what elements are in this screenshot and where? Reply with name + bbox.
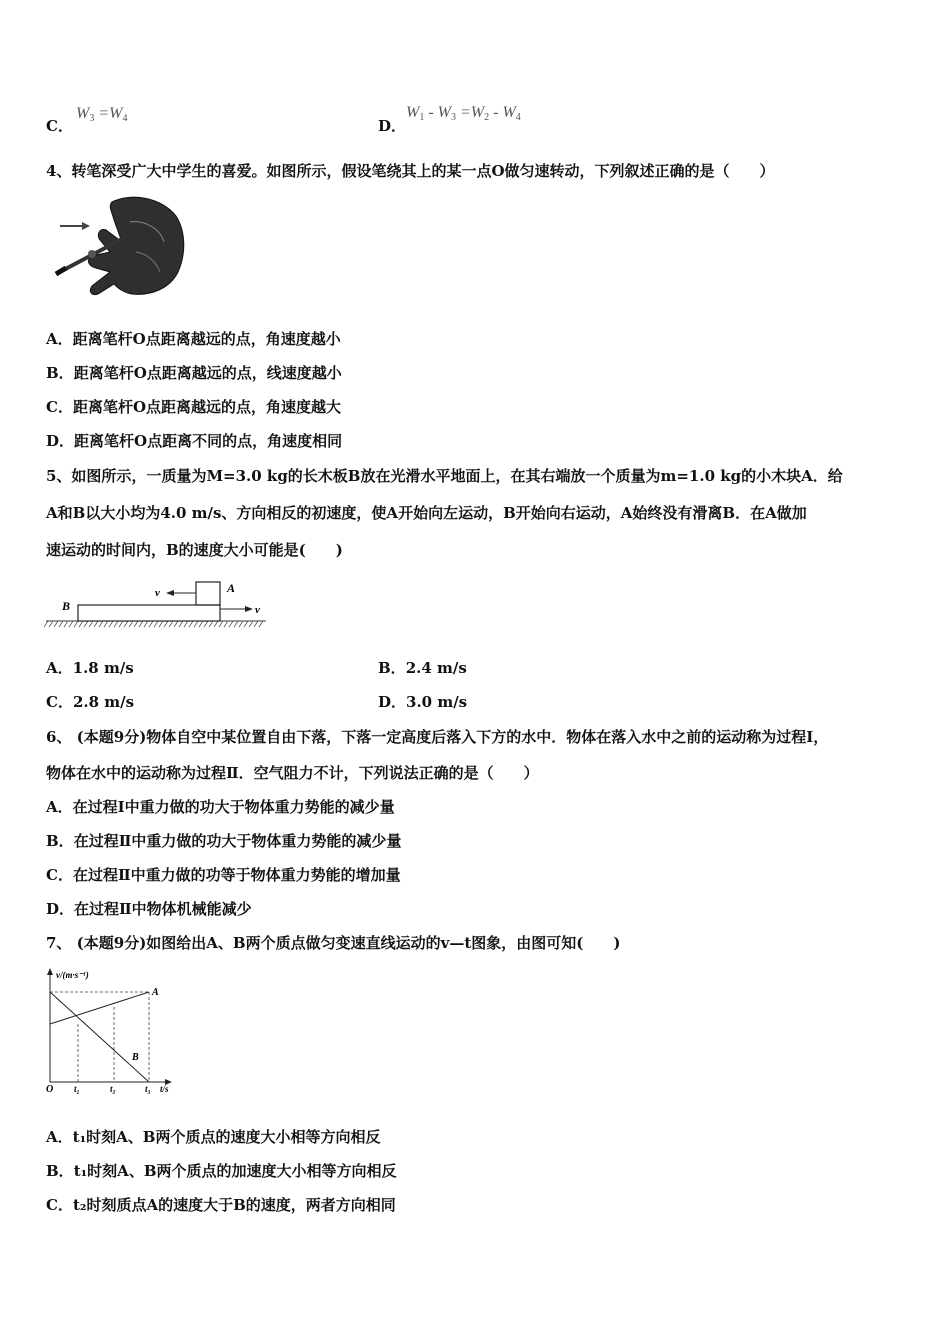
option-text: t₁时刻A、B两个质点的速度大小相等方向相反	[72, 1128, 381, 1146]
q6-stem-line-1: 6、 (本题9分)物体自空中某位置自由下落，下落一定高度后落入下方的水中．物体在落入水中之前的运动称为过程Ⅰ，	[46, 728, 829, 746]
option-label: C．	[46, 398, 73, 416]
option-text: 在过程Ⅰ中重力做的功大于物体重力势能的减少量	[72, 798, 395, 816]
q4-option-d[interactable]	[46, 431, 342, 451]
ground-hatch-mark	[224, 621, 228, 627]
ground-hatch-mark	[159, 621, 163, 627]
ground-hatch-mark	[249, 621, 253, 627]
board-block-diagram	[44, 574, 270, 632]
q7-option-c[interactable]	[46, 1195, 396, 1215]
option-text: 距离笔杆O点距离越远的点，角速度越小	[72, 330, 341, 348]
ground-hatch-mark	[124, 621, 128, 627]
option-text: t₂时刻质点A的速度大于B的速度，两者方向相同	[72, 1196, 396, 1214]
ground-hatch-mark	[239, 621, 243, 627]
ground-hatch-mark	[109, 621, 113, 627]
ground-hatch-mark	[139, 621, 143, 627]
option-label: C．	[46, 693, 73, 711]
option-label: D．	[378, 117, 407, 135]
q6-option-a[interactable]	[46, 797, 395, 817]
q5-option-b[interactable]	[378, 658, 467, 678]
tick-t3: t₃	[145, 1084, 151, 1094]
option-label: A．	[46, 330, 73, 348]
option-label: B．	[46, 364, 74, 382]
option-label: B．	[46, 832, 74, 850]
q4-option-c[interactable]	[46, 397, 341, 417]
q6-option-b[interactable]	[46, 831, 401, 851]
ground-hatch-mark	[154, 621, 158, 627]
option-text: 距离笔杆O点距离越远的点，角速度越大	[72, 398, 342, 416]
option-text: 3.0 m/s	[406, 693, 468, 711]
ground-hatch-mark	[214, 621, 218, 627]
label-v-left: v	[155, 587, 160, 599]
ground-hatch-mark	[194, 621, 198, 627]
q5-stem-line-2: A和B以大小均为4.0 m/s、方向相反的初速度，使A开始向左运动，B开始向右运动，A始终没有滑离B．在A做加	[46, 504, 807, 522]
ground-hatch-mark	[74, 621, 78, 627]
option-text: 1.8 m/s	[72, 659, 134, 677]
ground-hatch-mark	[189, 621, 193, 627]
option-text: 在过程Ⅱ中重力做的功等于物体重力势能的增加量	[72, 866, 401, 884]
ground-hatch-mark	[99, 621, 103, 627]
ground-hatch-mark	[119, 621, 123, 627]
board-b	[78, 605, 220, 621]
option-label: D．	[378, 693, 407, 711]
ground-hatch-mark	[84, 621, 88, 627]
q5-option-c[interactable]	[46, 692, 134, 712]
option-d-row	[378, 116, 406, 136]
line-b	[50, 992, 149, 1082]
option-label: A．	[46, 1128, 73, 1146]
tick-t2: t₂	[110, 1084, 116, 1094]
ground-hatch-mark	[174, 621, 178, 627]
ground-hatch-mark	[49, 621, 53, 627]
ground-hatch-mark	[134, 621, 138, 627]
option-text: 2.4 m/s	[405, 659, 467, 677]
q4-option-a[interactable]	[46, 329, 341, 349]
label-line-b: B	[132, 1052, 139, 1063]
ground-hatch-mark	[69, 621, 73, 627]
option-text: 在过程Ⅱ中物体机械能减少	[74, 900, 252, 918]
q4-option-b[interactable]	[46, 363, 342, 383]
label-line-a: A	[152, 987, 159, 998]
x-axis-label: t/s	[160, 1084, 169, 1094]
ground-hatch-mark	[144, 621, 148, 627]
q5-option-d[interactable]	[378, 692, 467, 712]
ground-hatch-mark	[259, 621, 263, 627]
ground-hatch-mark	[254, 621, 258, 627]
q7-option-a[interactable]	[46, 1127, 380, 1147]
option-label: A．	[46, 798, 73, 816]
option-label: D．	[46, 900, 75, 918]
ground-hatch-mark	[64, 621, 68, 627]
ground-hatch-mark	[184, 621, 188, 627]
q6-stem-line-2: 物体在水中的运动称为过程Ⅱ．空气阻力不计，下列说法正确的是（ ）	[46, 764, 539, 782]
ground-hatch-mark	[79, 621, 83, 627]
option-text: 距离笔杆O点距离越远的点，线速度越小	[73, 364, 342, 382]
option-label: B．	[46, 1162, 74, 1180]
q6-option-c[interactable]	[46, 865, 401, 885]
label-a: A	[227, 581, 236, 595]
y-axis-arrow	[47, 968, 53, 975]
ground-hatch-mark	[164, 621, 168, 627]
block-a	[196, 582, 220, 605]
option-text: 距离笔杆O点距离不同的点，角速度相同	[74, 432, 343, 450]
formula-w-differences: $W_1 - W_3 =W_2 - W_4$	[406, 104, 521, 123]
option-label: C．	[46, 1196, 73, 1214]
ground-hatch-mark	[149, 621, 153, 627]
origin-label: O	[46, 1084, 54, 1095]
q5-stem-line-1: 5、如图所示，一质量为M=3.0 kg的长木板B放在光滑水平地面上，在其右端放一个质量为m=1.0 kg的小木块A．给	[46, 467, 843, 485]
ground-hatch-mark	[229, 621, 233, 627]
ground-hatch-mark	[54, 621, 58, 627]
ground-hatch-mark	[114, 621, 118, 627]
q5-stem-line-3: 速运动的时间内，B的速度大小可能是( )	[46, 541, 343, 559]
q7-option-b[interactable]	[46, 1161, 397, 1181]
option-label: B．	[378, 659, 406, 677]
ground-hatch-mark	[89, 621, 93, 627]
ground-hatch-mark	[199, 621, 203, 627]
q5-option-a[interactable]	[46, 658, 134, 678]
label-b: B	[62, 599, 71, 613]
option-text: 在过程Ⅱ中重力做的功大于物体重力势能的减少量	[73, 832, 402, 850]
pen-spinning-hand-image	[52, 192, 188, 302]
ground-hatch-mark	[179, 621, 183, 627]
option-label: C．	[46, 117, 73, 135]
ground-hatch-mark	[59, 621, 63, 627]
ground-hatch-mark	[104, 621, 108, 627]
y-axis-label: v/(m·s⁻¹)	[56, 970, 89, 980]
tick-t1: t₁	[74, 1084, 80, 1094]
ground-hatch-mark	[209, 621, 213, 627]
ground-hatch-mark	[129, 621, 133, 627]
option-text: t₁时刻A、B两个质点的加速度大小相等方向相反	[73, 1162, 397, 1180]
formula-w3-equals-w4: $W_3 =W_4$	[76, 105, 128, 124]
ground-hatch-mark	[244, 621, 248, 627]
ground-hatch-mark	[234, 621, 238, 627]
q4-stem: 4、转笔深受广大中学生的喜爱。如图所示，假设笔绕其上的某一点O做匀速转动，下列叙述正确的是（ ）	[46, 162, 775, 180]
label-v-right: v	[255, 604, 260, 616]
ground-hatch-mark	[204, 621, 208, 627]
ground-hatch-mark	[169, 621, 173, 627]
option-label: C．	[46, 866, 73, 884]
q7-stem: 7、 (本题9分)如图给出A、B两个质点做匀变速直线运动的v—t图象，由图可知( )	[46, 934, 621, 952]
option-text: 2.8 m/s	[72, 693, 135, 711]
line-a	[50, 992, 149, 1024]
q6-option-d[interactable]	[46, 899, 252, 919]
option-label: D．	[46, 432, 75, 450]
ground-hatch-mark	[219, 621, 223, 627]
option-label: A．	[46, 659, 73, 677]
ground-hatch-mark	[94, 621, 98, 627]
option-c-row	[46, 116, 73, 136]
ground-hatch-mark	[44, 621, 48, 627]
vt-graph	[44, 964, 184, 1096]
